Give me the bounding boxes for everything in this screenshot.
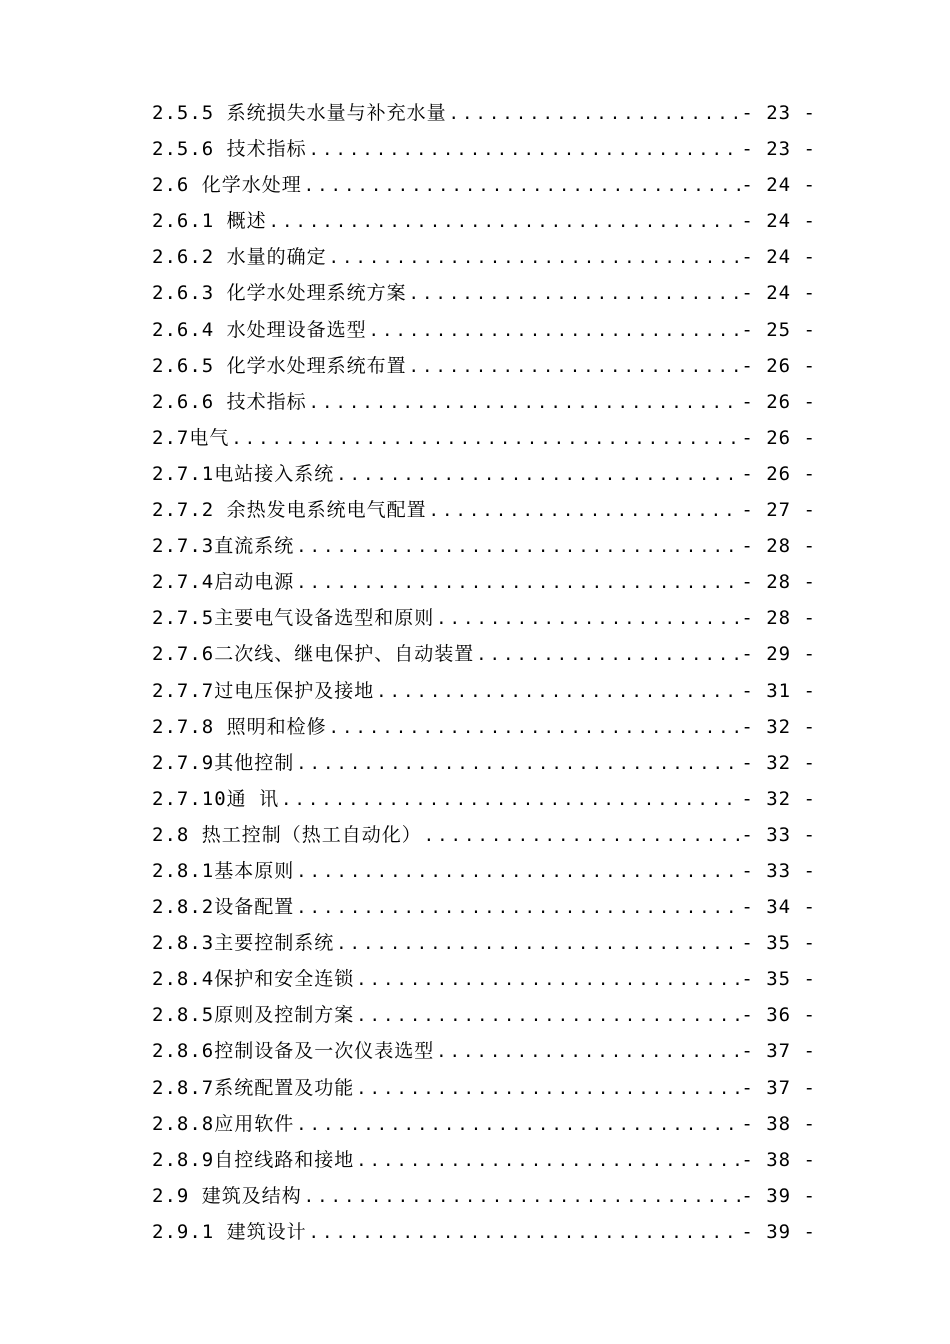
toc-entry-title: 2.7.3直流系统	[152, 535, 295, 558]
toc-entry-title: 2.7.5主要电气设备选型和原则	[152, 607, 435, 630]
toc-page-number: - 25 -	[741, 318, 816, 341]
toc-page-number: - 37 -	[741, 1076, 816, 1099]
toc-entry-title: 2.8.2设备配置	[152, 896, 295, 919]
toc-entry-title: 2.7.10通 讯	[152, 787, 280, 810]
toc-dot-leader	[367, 313, 742, 349]
toc-entry[interactable]	[152, 853, 816, 889]
toc-page-number: - 37 -	[741, 1040, 816, 1063]
toc-entry-title: 2.8.5原则及控制方案	[152, 1004, 355, 1027]
toc-dot-leader	[307, 132, 742, 168]
toc-entry[interactable]	[152, 1070, 816, 1106]
toc-page-number: - 26 -	[741, 462, 816, 485]
toc-page-number: - 38 -	[741, 1148, 816, 1171]
toc-page-number: - 24 -	[741, 246, 816, 269]
toc-entry[interactable]	[152, 1214, 816, 1250]
toc-page-number: - 23 -	[741, 138, 816, 161]
toc-entry[interactable]	[152, 203, 816, 239]
toc-entry[interactable]	[152, 348, 816, 384]
toc-entry-title: 2.7.1电站接入系统	[152, 462, 335, 485]
toc-dot-leader	[407, 276, 742, 312]
toc-entry[interactable]	[152, 925, 816, 961]
toc-page-number: - 35 -	[741, 932, 816, 955]
toc-dot-leader	[294, 746, 741, 782]
toc-page-number: - 27 -	[741, 499, 816, 522]
toc-entry[interactable]	[152, 564, 816, 600]
toc-entry-title: 2.6.5 化学水处理系统布置	[152, 354, 407, 377]
toc-entry-title: 2.6 化学水处理	[152, 174, 302, 197]
toc-dot-leader	[294, 890, 741, 926]
toc-entry-title: 2.6.1 概述	[152, 210, 267, 233]
toc-entry[interactable]	[152, 95, 816, 131]
toc-entry-title: 2.6.3 化学水处理系统方案	[152, 282, 407, 305]
toc-page-number: - 28 -	[741, 535, 816, 558]
toc-page-number: - 28 -	[741, 607, 816, 630]
toc-page-number: - 32 -	[741, 715, 816, 738]
toc-dot-leader	[447, 96, 742, 132]
toc-entry-title: 2.7.9其他控制	[152, 751, 295, 774]
toc-entry-title: 2.8 热工控制（热工自动化）	[152, 823, 422, 846]
toc-dot-leader	[334, 457, 741, 493]
toc-entry-title: 2.8.7系统配置及功能	[152, 1076, 355, 1099]
toc-entry-title: 2.6.4 水处理设备选型	[152, 318, 367, 341]
toc-entry[interactable]	[152, 817, 816, 853]
toc-page-number: - 39 -	[741, 1220, 816, 1243]
toc-dot-leader	[354, 1143, 741, 1179]
toc-dot-leader	[294, 854, 741, 890]
toc-entry[interactable]	[152, 636, 816, 672]
toc-page-number: - 29 -	[741, 643, 816, 666]
toc-page-number: - 24 -	[741, 174, 816, 197]
toc-entry-title: 2.5.5 系统损失水量与补充水量	[152, 102, 447, 124]
toc-page-number: - 32 -	[741, 751, 816, 774]
toc-entry[interactable]	[152, 275, 816, 311]
toc-entry[interactable]	[152, 384, 816, 420]
toc-dot-leader	[407, 349, 742, 385]
toc-page-number: - 26 -	[741, 354, 816, 377]
toc-dot-leader	[354, 962, 741, 998]
toc-entry[interactable]	[152, 528, 816, 564]
toc-entry-title: 2.8.3主要控制系统	[152, 932, 335, 955]
toc-entry-title: 2.8.1基本原则	[152, 859, 295, 882]
toc-entry[interactable]	[152, 312, 816, 348]
toc-entry-title: 2.7电气	[152, 426, 230, 449]
toc-page-number: - 36 -	[741, 1004, 816, 1027]
toc-entry[interactable]	[152, 167, 816, 203]
toc-entry[interactable]	[152, 1106, 816, 1142]
toc-dot-leader	[279, 782, 741, 818]
toc-page-number: - 31 -	[741, 679, 816, 702]
toc-page-number: - 33 -	[741, 859, 816, 882]
toc-entry[interactable]	[152, 745, 816, 781]
toc-entry-title: 2.6.2 水量的确定	[152, 246, 327, 269]
toc-entry[interactable]	[152, 1033, 816, 1069]
toc-entry[interactable]	[152, 456, 816, 492]
toc-dot-leader	[327, 240, 742, 276]
toc-entry-title: 2.7.7过电压保护及接地	[152, 679, 375, 702]
toc-dot-leader	[354, 1071, 741, 1107]
toc-page-number: - 38 -	[741, 1112, 816, 1135]
toc-entry[interactable]	[152, 420, 816, 456]
toc-entry-title: 2.9 建筑及结构	[152, 1184, 302, 1207]
toc-entry[interactable]	[152, 131, 816, 167]
toc-entry-title: 2.6.6 技术指标	[152, 390, 307, 413]
toc-dot-leader	[294, 1107, 741, 1143]
toc-page-number: - 28 -	[741, 571, 816, 594]
toc-entry-title: 2.8.8应用软件	[152, 1112, 295, 1135]
toc-dot-leader	[294, 529, 741, 565]
toc-entry[interactable]	[152, 781, 816, 817]
toc-entry-title: 2.8.9自控线路和接地	[152, 1148, 355, 1171]
toc-entry[interactable]	[152, 997, 816, 1033]
toc-dot-leader	[307, 385, 742, 421]
toc-dot-leader	[294, 565, 741, 601]
toc-entry-title: 2.7.2 余热发电系统电气配置	[152, 499, 427, 522]
toc-dot-leader	[422, 818, 742, 854]
toc-entry-title: 2.5.6 技术指标	[152, 138, 307, 161]
toc-dot-leader	[354, 998, 741, 1034]
toc-entry[interactable]	[152, 492, 816, 528]
toc-entry-title: 2.8.4保护和安全连锁	[152, 968, 355, 991]
toc-page-number: - 32 -	[741, 787, 816, 810]
toc-entry[interactable]	[152, 709, 816, 745]
toc-page-number: - 39 -	[741, 1184, 816, 1207]
toc-page-number: - 24 -	[741, 210, 816, 233]
toc-entry[interactable]	[152, 961, 816, 997]
toc-entry[interactable]	[152, 673, 816, 709]
toc-page-number: - 26 -	[741, 390, 816, 413]
toc-dot-leader	[327, 710, 742, 746]
toc-page-number: - 24 -	[741, 282, 816, 305]
toc-page-number: - 35 -	[741, 968, 816, 991]
toc-page-number: - 23 -	[741, 102, 816, 124]
toc-entry[interactable]	[152, 1178, 816, 1214]
toc-dot-leader	[229, 421, 741, 457]
toc-dot-leader	[302, 1179, 742, 1215]
toc-entry[interactable]	[152, 600, 816, 636]
toc-entry-title: 2.7.6二次线、继电保护、自动装置	[152, 643, 475, 666]
toc-entry-title: 2.7.8 照明和检修	[152, 715, 327, 738]
toc-dot-leader	[374, 674, 741, 710]
toc-entry-title: 2.9.1 建筑设计	[152, 1220, 307, 1243]
toc-entry-title: 2.8.6控制设备及一次仪表选型	[152, 1040, 435, 1063]
toc-dot-leader	[334, 926, 741, 962]
table-of-contents	[152, 95, 816, 1250]
toc-page-number: - 26 -	[741, 426, 816, 449]
toc-dot-leader	[307, 1215, 742, 1251]
toc-dot-leader	[474, 637, 741, 673]
toc-dot-leader	[267, 204, 742, 240]
toc-dot-leader	[434, 601, 741, 637]
toc-entry[interactable]	[152, 889, 816, 925]
toc-entry[interactable]	[152, 239, 816, 275]
toc-entry-title: 2.7.4启动电源	[152, 571, 295, 594]
toc-dot-leader	[302, 168, 742, 204]
toc-dot-leader	[434, 1034, 741, 1070]
toc-page-number: - 33 -	[741, 823, 816, 846]
toc-dot-leader	[427, 493, 742, 529]
toc-page-number: - 34 -	[741, 896, 816, 919]
toc-entry[interactable]	[152, 1142, 816, 1178]
